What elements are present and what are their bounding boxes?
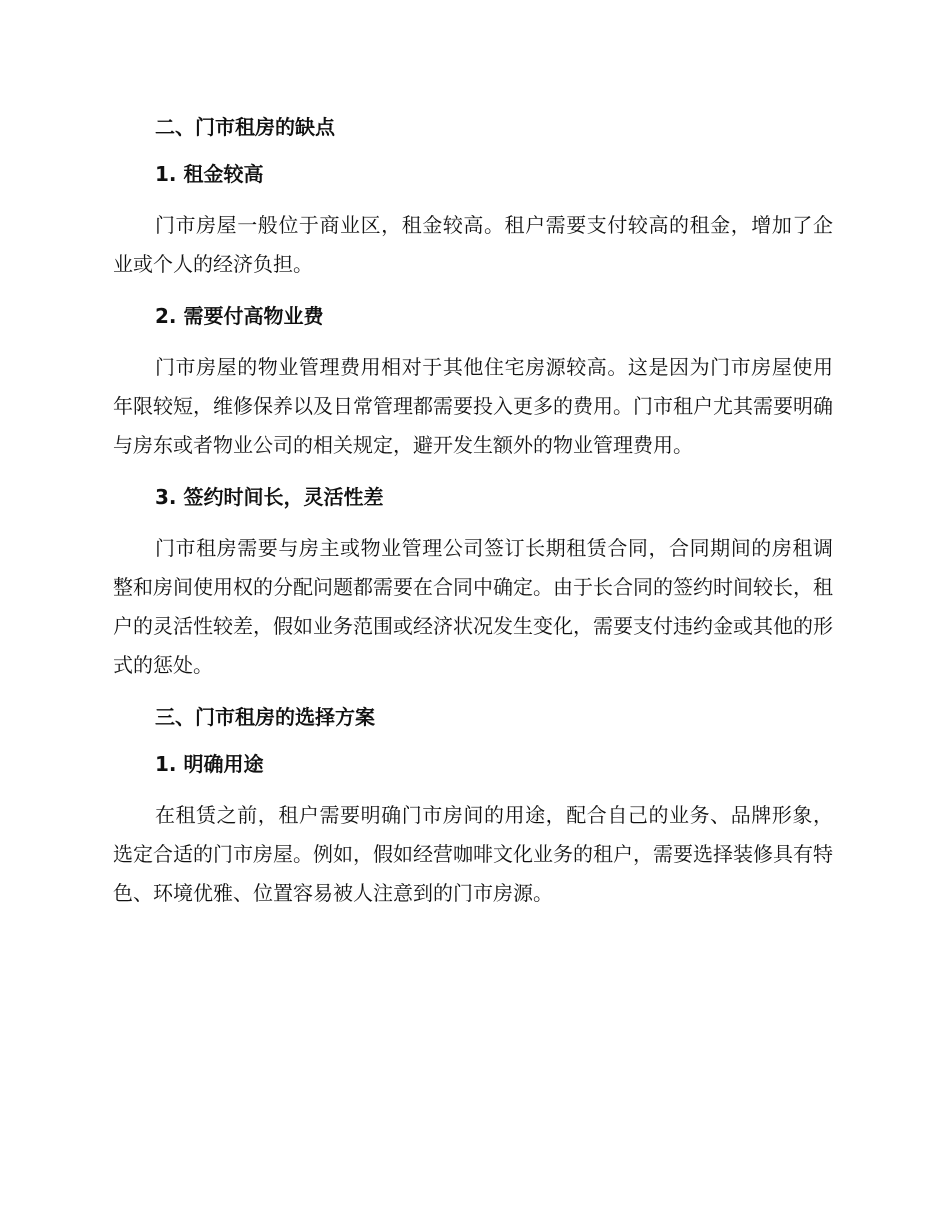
subheading-property-fee: 2. 需要付高物业费 <box>155 304 324 328</box>
paragraph-high-rent: 门市房屋一般位于商业区，租金较高。租户需要支付较高的租金，增加了企业或个人的经济负担。 <box>113 213 833 276</box>
subheading-clear-purpose: 1. 明确用途 <box>155 752 264 776</box>
paragraph-long-contract: 门市租房需要与房主或物业管理公司签订长期租赁合同，合同期间的房租调整和房间使用权的分配问题都需要在合同中确定。由于长合同的签约时间较长，租户的灵活性较差，假如业务范围或经济状况发生变化，需要支付违约金或其他的形式的惩处。 <box>113 536 833 677</box>
paragraph-clear-purpose: 在租赁之前，租户需要明确门市房间的用途，配合自己的业务、品牌形象，选定合适的门市房屋。例如，假如经营咖啡文化业务的租户，需要选择装修具有特色、环境优雅、位置容易被人注意到的门市房源。 <box>113 803 833 905</box>
section-heading-selection: 三、门市租房的选择方案 <box>155 705 375 729</box>
paragraph-property-fee: 门市房屋的物业管理费用相对于其他住宅房源较高。这是因为门市房屋使用年限较短，维修保养以及日常管理都需要投入更多的费用。门市租户尤其需要明确与房东或者物业公司的相关规定，避开发生额外的物业管理费用。 <box>113 355 833 457</box>
subheading-long-contract: 3. 签约时间长，灵活性差 <box>155 485 384 509</box>
subheading-high-rent: 1. 租金较高 <box>155 162 264 186</box>
section-heading-drawbacks: 二、门市租房的缺点 <box>155 115 335 139</box>
document-body <box>113 112 833 913</box>
